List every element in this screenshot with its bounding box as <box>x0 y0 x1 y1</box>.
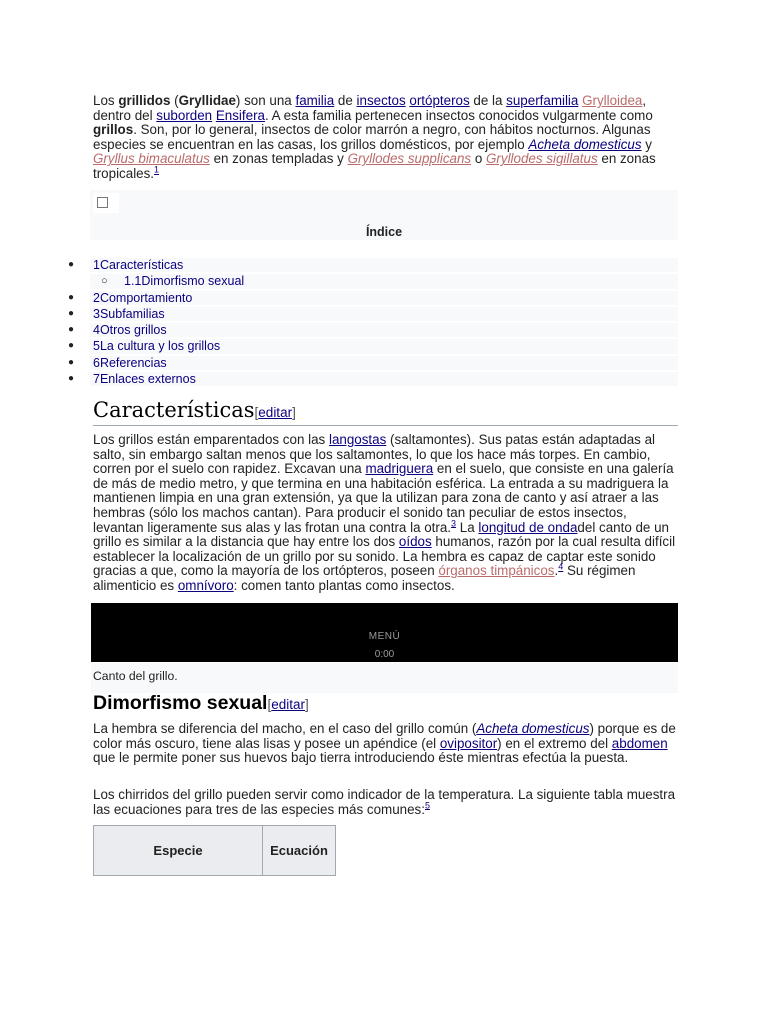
section-heading-dimorfismo: Dimorfismo sexual[editar] <box>93 692 309 714</box>
term-grillos: grillos <box>93 122 134 138</box>
circle-bullet-icon: ○ <box>101 275 108 288</box>
bullet-icon: ● <box>68 307 75 319</box>
link-gryllodes-sigillatus[interactable]: Gryllodes sigillatus <box>486 151 598 167</box>
toc-item[interactable]: ○ 1.1Dimorfismo sexual <box>0 273 678 289</box>
caracteristicas-paragraph <box>93 433 678 594</box>
edit-link[interactable]: editar <box>271 697 306 712</box>
toc-item[interactable]: ● 6Referencias <box>0 355 678 371</box>
equations-table <box>93 825 336 876</box>
toc-item[interactable]: ● 3Subfamilias <box>0 306 678 322</box>
toc-item[interactable]: ● 5La cultura y los grillos <box>0 338 678 354</box>
toc-title: Índice <box>365 225 403 239</box>
link-gryllus-bimaculatus[interactable]: Gryllus bimaculatus <box>93 151 210 167</box>
text: Su régimen alimenticio es <box>93 563 636 593</box>
reference-4[interactable]: 4 <box>558 561 564 572</box>
text: : comen tanto plantas como insectos. <box>233 577 455 593</box>
toc-box <box>90 190 678 240</box>
bullet-icon: ● <box>68 356 75 368</box>
link-oidos[interactable]: oídos <box>398 534 432 550</box>
reference-5[interactable]: 5 <box>424 800 430 811</box>
text: (saltamontes). Sus patas están adaptadas al salto, sin embargo saltan menos que los saltamontes, lo que los hace más torpes. En cambio, corren por el suelo con rapidez. Excavan una <box>93 432 656 477</box>
text: . Son, por lo general, insectos de color marrón a negro, con hábitos nocturnos. Algunas especies se encuentran en las casas, los grillos domésticos, por ejemplo <box>93 122 651 152</box>
link-suborden[interactable]: suborden <box>156 107 213 123</box>
bullet-icon: ● <box>68 340 75 352</box>
bullet-icon: ● <box>68 259 75 270</box>
term-grillidos: grillidos <box>118 93 171 108</box>
link-acheta-domesticus[interactable]: Acheta domesticus <box>528 136 642 152</box>
toc-item[interactable]: ● 7Enlaces externos <box>0 371 678 387</box>
text: La <box>456 519 479 535</box>
text: Los grillos están emparentados con las <box>93 432 329 447</box>
term-gryllidae: Gryllidae <box>178 93 236 108</box>
text: . A esta familia pertenecen insectos conocidos vulgarmente como <box>264 107 653 123</box>
temperature-paragraph <box>93 788 678 817</box>
text: Los chirridos del grillo pueden servir como indicador de la temperatura. La siguiente tabla muestra las ecuaciones para tres de las especies más comunes: <box>93 787 676 817</box>
text: del canto de un grillo es similar a la distancia que hay entre los dos <box>93 519 669 550</box>
heading-text: Dimorfismo sexual <box>93 692 268 714</box>
toc-item[interactable]: ● 2Comportamiento <box>0 290 678 306</box>
reference-3[interactable]: 3 <box>451 518 457 529</box>
bullet-icon: ● <box>68 324 75 336</box>
link-longitud-de-onda[interactable]: longitud de onda <box>478 519 578 535</box>
link-insectos[interactable]: insectos <box>356 93 406 108</box>
link-organos-timpanicos[interactable]: órganos timpánicos <box>438 563 555 579</box>
caption-box <box>91 663 678 693</box>
media-caption: Canto del grillo. <box>93 669 178 683</box>
link-ovipositor[interactable]: ovipositor <box>439 735 498 751</box>
checkbox-icon[interactable] <box>97 197 108 208</box>
player-time: 0:00 <box>374 649 395 660</box>
toc-item[interactable]: ● 1Características <box>0 257 678 273</box>
section-heading-caracteristicas: Características[editar] <box>93 398 678 426</box>
text: en el suelo, que consiste en una galería de más de medio metro, y que termina en una habitación esférica. La entrada a su madriguera la mantienen limpia en una gran extensión, ya que la utilizan para zona de canto y así atraer a las hembras (sólo los machos cantan). Para producir el sonido tan peculiar de estos insectos, levantan ligeramente sus alas y las frotan una contra la otra. <box>93 461 674 535</box>
link-gryllodes-supplicans[interactable]: Gryllodes supplicans <box>347 151 472 167</box>
link-ensifera[interactable]: Ensifera <box>215 107 265 123</box>
text: de <box>334 93 357 108</box>
player-menu-button[interactable]: MENÚ <box>368 631 401 642</box>
link-acheta-domesticus[interactable]: Acheta domesticus <box>476 721 590 736</box>
text: de la <box>469 93 507 108</box>
reference-1[interactable]: 1 <box>154 164 160 175</box>
column-header-ecuacion: Ecuación <box>263 826 336 876</box>
link-abdomen[interactable]: abdomen <box>611 735 668 751</box>
link-grylloidea[interactable]: Grylloidea <box>582 93 643 108</box>
text: La hembra se diferencia del macho, en el caso del grillo común ( <box>93 721 477 736</box>
text: Los <box>93 93 119 108</box>
dimorfismo-paragraph <box>93 722 678 766</box>
column-header-especie: Especie <box>94 826 263 876</box>
text: ( <box>170 93 179 108</box>
toc-toggle[interactable] <box>93 193 119 213</box>
text: ) en el extremo del <box>497 735 612 751</box>
text: , dentro del <box>93 93 647 123</box>
bullet-icon: ● <box>68 291 75 303</box>
text: en zonas tropicales. <box>93 151 656 181</box>
edit-link[interactable]: editar <box>258 405 293 420</box>
text: ) porque es de color más oscuro, tiene alas lisas y posee un apéndice (el <box>93 721 676 751</box>
link-omnivoro[interactable]: omnívoro <box>177 577 234 593</box>
toc-list <box>0 257 678 387</box>
text: . <box>554 563 559 579</box>
heading-text: Características <box>93 398 255 422</box>
toc-item[interactable]: ● 4Otros grillos <box>0 322 678 338</box>
link-superfamilia[interactable]: superfamilia <box>506 93 579 108</box>
text: o <box>471 151 487 167</box>
text: humanos, razón por la cual resulta difícil establecer la localización de un grillo por su sonido. La hembra es capaz de captar este sonido gracias a que, como la mayoría de los ortópteros, poseen <box>93 534 676 579</box>
audio-player[interactable] <box>91 603 678 662</box>
text: en zonas templadas y <box>209 151 348 167</box>
link-langostas[interactable]: langostas <box>328 432 387 447</box>
text: que le permite poner sus huevos bajo tierra introduciendo éste mientras efectúa la puesta. <box>93 750 629 766</box>
link-ortopteros[interactable]: ortópteros <box>409 93 470 108</box>
link-madriguera[interactable]: madriguera <box>365 461 434 477</box>
bullet-icon: ● <box>68 373 75 385</box>
intro-paragraph <box>93 94 678 182</box>
text: ) son una <box>235 93 296 108</box>
link-familia[interactable]: familia <box>295 93 335 108</box>
text: y <box>641 136 652 152</box>
